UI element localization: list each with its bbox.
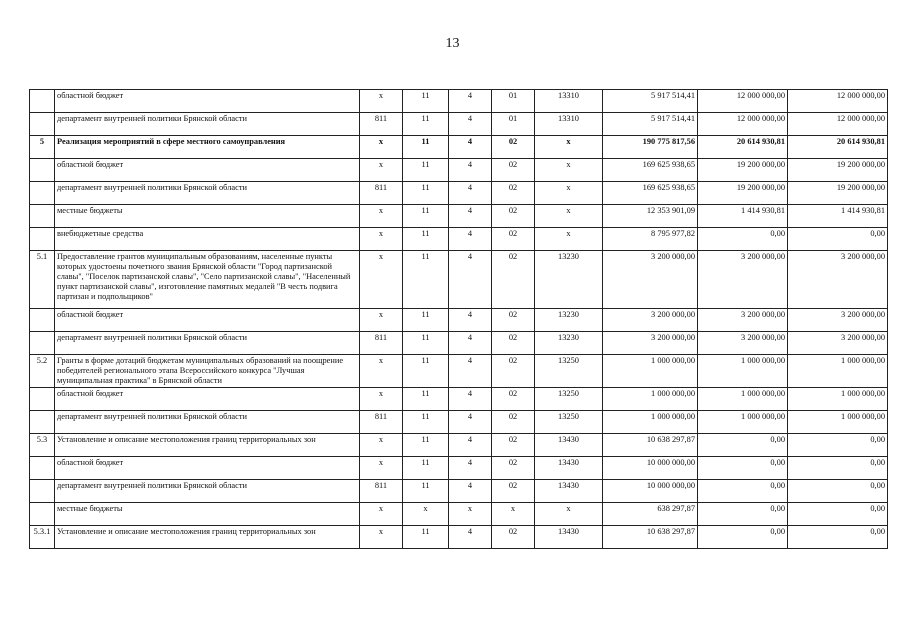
table-row (30, 480, 888, 503)
row-name: департамент внутренней политики Брянской области (55, 480, 360, 503)
event-code: 02 (492, 457, 535, 480)
admin-code: x (360, 90, 403, 113)
subprogram-code: 4 (449, 388, 492, 411)
amount-year-1: 169 625 938,65 (603, 182, 698, 205)
table-row (30, 136, 888, 159)
amount-year-3: 0,00 (788, 526, 888, 549)
amount-year-1: 5 917 514,41 (603, 113, 698, 136)
program-code: 11 (403, 457, 449, 480)
table-row (30, 526, 888, 549)
amount-year-3: 20 614 930,81 (788, 136, 888, 159)
amount-year-2: 20 614 930,81 (698, 136, 788, 159)
row-number (30, 205, 55, 228)
admin-code: x (360, 355, 403, 388)
program-code: 11 (403, 332, 449, 355)
row-name: Предоставление грантов муниципальным образованиям, населенные пункты которых удостоены почетного звания Брянской области "Город партизанской славы", "Поселок партизанской славы", "Село партизанской славы", "Населенный пункт партизанской славы", изготовление памятных медалей "В честь подвига партизан и подпольщиков" (55, 251, 360, 309)
direction-code: 13230 (535, 332, 603, 355)
direction-code: 13430 (535, 434, 603, 457)
admin-code: x (360, 388, 403, 411)
amount-year-1: 10 638 297,87 (603, 434, 698, 457)
row-number (30, 309, 55, 332)
amount-year-2: 0,00 (698, 434, 788, 457)
row-name: Установление и описание местоположения границ территориальных зон (55, 434, 360, 457)
amount-year-1: 3 200 000,00 (603, 309, 698, 332)
direction-code: 13250 (535, 411, 603, 434)
direction-code: 13310 (535, 90, 603, 113)
event-code: 02 (492, 355, 535, 388)
table-row (30, 251, 888, 309)
direction-code: 13430 (535, 480, 603, 503)
amount-year-2: 0,00 (698, 457, 788, 480)
subprogram-code: 4 (449, 434, 492, 457)
amount-year-3: 3 200 000,00 (788, 251, 888, 309)
event-code: 01 (492, 90, 535, 113)
event-code: 02 (492, 136, 535, 159)
budget-table (29, 89, 888, 549)
row-number (30, 332, 55, 355)
admin-code: x (360, 205, 403, 228)
row-name: областной бюджет (55, 90, 360, 113)
amount-year-2: 3 200 000,00 (698, 251, 788, 309)
subprogram-code: 4 (449, 309, 492, 332)
subprogram-code: 4 (449, 480, 492, 503)
amount-year-3: 0,00 (788, 457, 888, 480)
row-number (30, 90, 55, 113)
amount-year-1: 1 000 000,00 (603, 388, 698, 411)
subprogram-code: 4 (449, 355, 492, 388)
direction-code: 13230 (535, 251, 603, 309)
amount-year-1: 3 200 000,00 (603, 332, 698, 355)
row-name: местные бюджеты (55, 503, 360, 526)
row-name: местные бюджеты (55, 205, 360, 228)
table-row (30, 411, 888, 434)
program-code: 11 (403, 480, 449, 503)
row-number: 5.2 (30, 355, 55, 388)
amount-year-1: 1 000 000,00 (603, 355, 698, 388)
direction-code: x (535, 159, 603, 182)
admin-code: x (360, 457, 403, 480)
subprogram-code: 4 (449, 526, 492, 549)
amount-year-1: 190 775 817,56 (603, 136, 698, 159)
amount-year-1: 10 638 297,87 (603, 526, 698, 549)
event-code: 02 (492, 526, 535, 549)
amount-year-2: 12 000 000,00 (698, 113, 788, 136)
subprogram-code: x (449, 503, 492, 526)
amount-year-2: 0,00 (698, 526, 788, 549)
amount-year-3: 3 200 000,00 (788, 309, 888, 332)
event-code: 02 (492, 205, 535, 228)
amount-year-2: 0,00 (698, 503, 788, 526)
row-number: 5.3 (30, 434, 55, 457)
direction-code: 13310 (535, 113, 603, 136)
amount-year-2: 1 000 000,00 (698, 355, 788, 388)
table-row (30, 90, 888, 113)
admin-code: x (360, 251, 403, 309)
amount-year-3: 19 200 000,00 (788, 182, 888, 205)
program-code: 11 (403, 113, 449, 136)
subprogram-code: 4 (449, 228, 492, 251)
row-number (30, 480, 55, 503)
amount-year-2: 19 200 000,00 (698, 182, 788, 205)
program-code: 11 (403, 355, 449, 388)
row-name: областной бюджет (55, 388, 360, 411)
event-code: 02 (492, 228, 535, 251)
program-code: 11 (403, 434, 449, 457)
amount-year-2: 19 200 000,00 (698, 159, 788, 182)
amount-year-3: 1 000 000,00 (788, 388, 888, 411)
table-row (30, 332, 888, 355)
event-code: 02 (492, 309, 535, 332)
direction-code: x (535, 228, 603, 251)
row-name: департамент внутренней политики Брянской области (55, 411, 360, 434)
row-name: областной бюджет (55, 457, 360, 480)
table-row (30, 388, 888, 411)
amount-year-1: 638 297,87 (603, 503, 698, 526)
admin-code: x (360, 136, 403, 159)
direction-code: 13430 (535, 526, 603, 549)
table-row (30, 113, 888, 136)
row-name: внебюджетные средства (55, 228, 360, 251)
row-number (30, 388, 55, 411)
row-name: Реализация мероприятий в сфере местного самоуправления (55, 136, 360, 159)
amount-year-1: 10 000 000,00 (603, 457, 698, 480)
amount-year-1: 12 353 901,09 (603, 205, 698, 228)
row-number (30, 503, 55, 526)
amount-year-1: 1 000 000,00 (603, 411, 698, 434)
table-row (30, 503, 888, 526)
table-row (30, 205, 888, 228)
row-name: департамент внутренней политики Брянской области (55, 332, 360, 355)
table-row (30, 434, 888, 457)
event-code: 02 (492, 182, 535, 205)
amount-year-2: 1 000 000,00 (698, 411, 788, 434)
table-row (30, 228, 888, 251)
row-name: Установление и описание местоположения границ территориальных зон (55, 526, 360, 549)
event-code: x (492, 503, 535, 526)
table-row (30, 309, 888, 332)
admin-code: 811 (360, 411, 403, 434)
direction-code: x (535, 136, 603, 159)
amount-year-1: 169 625 938,65 (603, 159, 698, 182)
direction-code: 13230 (535, 309, 603, 332)
row-number (30, 457, 55, 480)
direction-code: 13430 (535, 457, 603, 480)
amount-year-3: 0,00 (788, 228, 888, 251)
admin-code: x (360, 228, 403, 251)
program-code: 11 (403, 411, 449, 434)
amount-year-3: 12 000 000,00 (788, 113, 888, 136)
amount-year-1: 8 795 977,82 (603, 228, 698, 251)
amount-year-3: 0,00 (788, 503, 888, 526)
row-number: 5.1 (30, 251, 55, 309)
subprogram-code: 4 (449, 182, 492, 205)
program-code: 11 (403, 205, 449, 228)
row-number (30, 182, 55, 205)
event-code: 02 (492, 411, 535, 434)
amount-year-1: 5 917 514,41 (603, 90, 698, 113)
subprogram-code: 4 (449, 205, 492, 228)
program-code: x (403, 503, 449, 526)
program-code: 11 (403, 526, 449, 549)
amount-year-2: 3 200 000,00 (698, 309, 788, 332)
amount-year-2: 1 414 930,81 (698, 205, 788, 228)
program-code: 11 (403, 90, 449, 113)
row-name: областной бюджет (55, 309, 360, 332)
event-code: 01 (492, 113, 535, 136)
admin-code: 811 (360, 480, 403, 503)
subprogram-code: 4 (449, 113, 492, 136)
subprogram-code: 4 (449, 332, 492, 355)
subprogram-code: 4 (449, 411, 492, 434)
amount-year-2: 3 200 000,00 (698, 332, 788, 355)
row-name: Гранты в форме дотаций бюджетам муниципальных образований на поощрение победителей регионального этапа Всероссийского конкурса "Лучшая муниципальная практика" в Брянской области (55, 355, 360, 388)
table-row (30, 159, 888, 182)
direction-code: 13250 (535, 355, 603, 388)
row-number (30, 113, 55, 136)
event-code: 02 (492, 332, 535, 355)
page-number: 13 (445, 36, 460, 51)
event-code: 02 (492, 159, 535, 182)
amount-year-2: 12 000 000,00 (698, 90, 788, 113)
amount-year-1: 3 200 000,00 (603, 251, 698, 309)
table-row (30, 355, 888, 388)
program-code: 11 (403, 159, 449, 182)
row-name: департамент внутренней политики Брянской области (55, 182, 360, 205)
direction-code: 13250 (535, 388, 603, 411)
row-name: департамент внутренней политики Брянской области (55, 113, 360, 136)
direction-code: x (535, 182, 603, 205)
amount-year-3: 19 200 000,00 (788, 159, 888, 182)
amount-year-3: 0,00 (788, 434, 888, 457)
event-code: 02 (492, 388, 535, 411)
amount-year-3: 3 200 000,00 (788, 332, 888, 355)
subprogram-code: 4 (449, 159, 492, 182)
amount-year-2: 1 000 000,00 (698, 388, 788, 411)
amount-year-2: 0,00 (698, 228, 788, 251)
amount-year-3: 1 000 000,00 (788, 355, 888, 388)
subprogram-code: 4 (449, 457, 492, 480)
admin-code: x (360, 526, 403, 549)
program-code: 11 (403, 182, 449, 205)
program-code: 11 (403, 309, 449, 332)
subprogram-code: 4 (449, 136, 492, 159)
subprogram-code: 4 (449, 90, 492, 113)
admin-code: x (360, 434, 403, 457)
program-code: 11 (403, 251, 449, 309)
program-code: 11 (403, 136, 449, 159)
row-number: 5.3.1 (30, 526, 55, 549)
admin-code: x (360, 309, 403, 332)
row-number (30, 228, 55, 251)
amount-year-2: 0,00 (698, 480, 788, 503)
direction-code: x (535, 205, 603, 228)
amount-year-3: 1 414 930,81 (788, 205, 888, 228)
admin-code: x (360, 159, 403, 182)
amount-year-1: 10 000 000,00 (603, 480, 698, 503)
admin-code: 811 (360, 182, 403, 205)
row-name: областной бюджет (55, 159, 360, 182)
program-code: 11 (403, 228, 449, 251)
row-number (30, 411, 55, 434)
amount-year-3: 12 000 000,00 (788, 90, 888, 113)
row-number (30, 159, 55, 182)
event-code: 02 (492, 251, 535, 309)
row-number: 5 (30, 136, 55, 159)
table-row (30, 182, 888, 205)
amount-year-3: 0,00 (788, 480, 888, 503)
amount-year-3: 1 000 000,00 (788, 411, 888, 434)
admin-code: 811 (360, 332, 403, 355)
table-row (30, 457, 888, 480)
event-code: 02 (492, 480, 535, 503)
direction-code: x (535, 503, 603, 526)
admin-code: x (360, 503, 403, 526)
program-code: 11 (403, 388, 449, 411)
subprogram-code: 4 (449, 251, 492, 309)
admin-code: 811 (360, 113, 403, 136)
event-code: 02 (492, 434, 535, 457)
